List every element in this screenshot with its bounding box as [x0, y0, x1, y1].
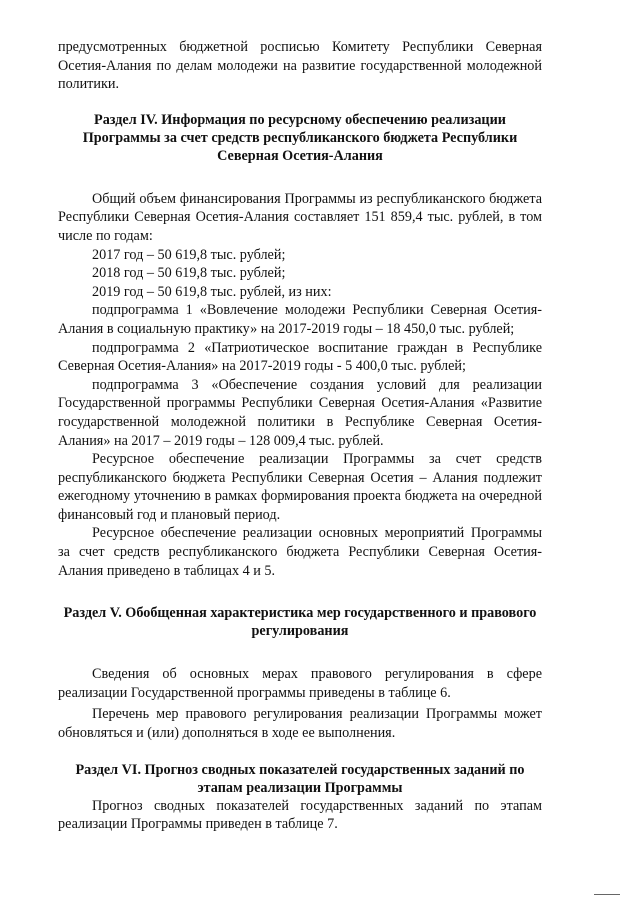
- document-page: [58, 38, 542, 834]
- section-5-heading: Раздел V. Обобщенная характеристика мер государственного и правового регулирования: [63, 605, 537, 640]
- subprogram-2-paragraph: подпрограмма 2 «Патриотическое воспитание граждан в Республике Северная Осетия-Алания» на 2017-2019 годы - 5 400,0 тыс. рублей;: [58, 339, 542, 375]
- year-2018-line: 2018 год – 50 619,8 тыс. рублей;: [92, 265, 286, 282]
- section-4-heading: Раздел IV. Информация по ресурсному обеспечению реализации Программы за счет средств республиканского бюджета Республики Северная Осетия-Алания: [82, 111, 518, 164]
- year-2017-line: 2017 год – 50 619,8 тыс. рублей;: [92, 246, 286, 263]
- section-4-total-paragraph: Общий объем финансирования Программы из республиканского бюджета Республики Северная Осетия-Алания составляет 151 859,4 тыс. рублей, в том числе по годам:: [58, 190, 542, 244]
- year-2019-line: 2019 год – 50 619,8 тыс. рублей, из них:: [92, 283, 332, 300]
- footer-dash-mark: [594, 894, 620, 895]
- tables-reference-paragraph: Ресурсное обеспечение реализации основных мероприятий Программы за счет средств республиканского бюджета Республики Северная Осетия-Алания приведено в таблицах 4 и 5.: [58, 525, 542, 579]
- annual-refinement-paragraph: Ресурсное обеспечение реализации Программы за счет средств республиканского бюджета Республики Северная Осетия – Алания подлежит ежегодному уточнению в рамках формирования проекта бюджета на очередной финансовый год и плановый период.: [58, 451, 542, 523]
- subprogram-1-paragraph: подпрограмма 1 «Вовлечение молодежи Республики Северная Осетия-Алания в социальную практику» на 2017-2019 годы – 18 450,0 тыс. рублей;: [58, 302, 542, 337]
- subprogram-3-paragraph: подпрограмма 3 «Обеспечение создания условий для реализации Государственной программы Республики Северная Осетия-Алания «Развитие государственной молодежной политики в Республике Северная Осетия-Алания» на 2017 – 2019 годы – 128 009,4 тыс. рублей.: [58, 376, 542, 449]
- section-6-heading: Раздел VI. Прогноз сводных показателей государственных заданий по этапам реализации Программы: [75, 761, 525, 796]
- section-5-paragraph-2: Перечень мер правового регулирования реализации Программы может обновляться и (или) дополняться в ходе ее выполнения.: [58, 706, 542, 742]
- intro-paragraph: предусмотренных бюджетной росписью Комитету Республики Северная Осетия-Алания по делам молодежи на развитие государственной молодежной политики.: [58, 39, 542, 93]
- section-6-paragraph-1: Прогноз сводных показателей государственных заданий по этапам реализации Программы приведен в таблице 7.: [58, 797, 542, 833]
- section-5-paragraph-1: Сведения об основных мерах правового регулирования в сфере реализации Государственной программы приведены в таблице 6.: [58, 666, 542, 701]
